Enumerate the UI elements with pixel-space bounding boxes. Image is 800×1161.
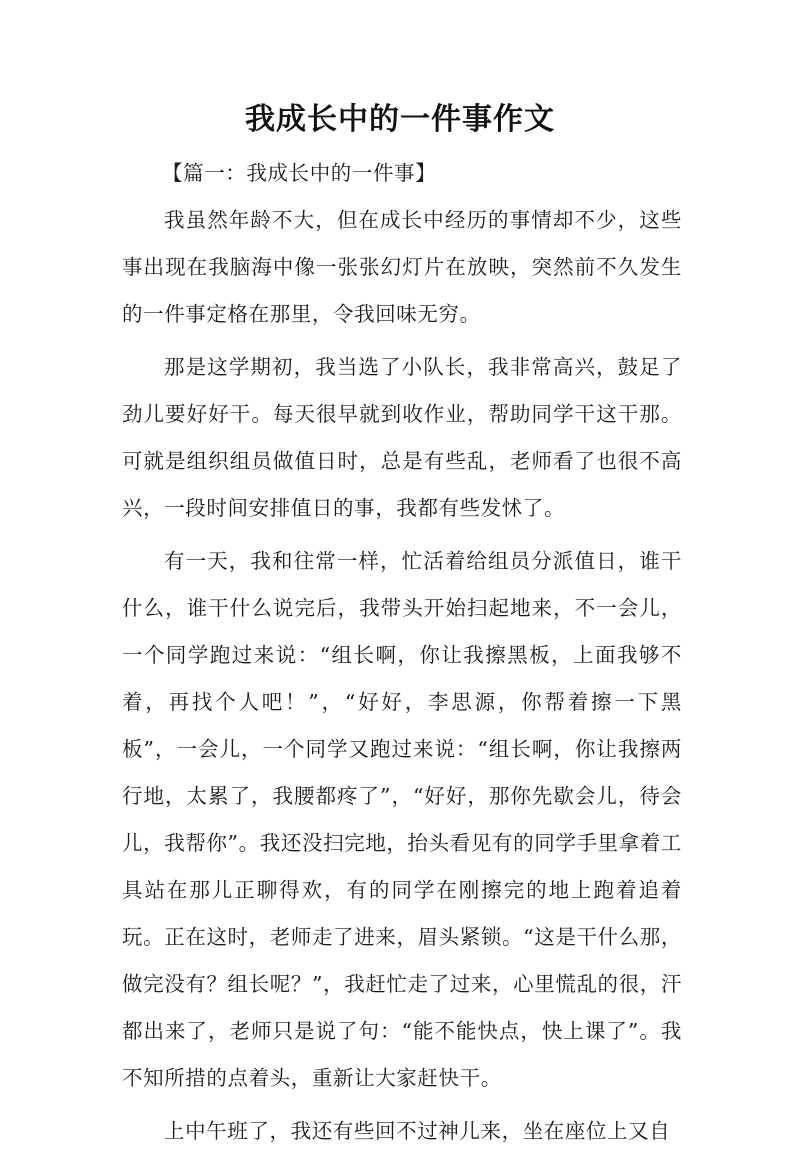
document-body xyxy=(122,150,682,1161)
section-heading: 【篇一：我成长中的一件事】 xyxy=(162,161,437,185)
paragraph-2: 那是这学期初，我当选了小队长，我非常高兴，鼓足了劲儿要好好干。每天很早就到收作业，帮助同学干这干那。可就是组织组员做值日时，总是有些乱，老师看了也很不高兴，一段时间安排值日的事，我都有些发怵了。 xyxy=(122,355,682,520)
paragraph-3: 有一天，我和往常一样，忙活着给组员分派值日，谁干什么，谁干什么说完后，我带头开始扫起地来，不一会儿，一个同学跑过来说：“组长啊，你让我擦黑板，上面我够不着，再找个人吧！”，“好好，李思源，你帮着擦一下黑板”，一会儿，一个同学又跑过来说：“组长啊，你让我擦两行地，太累了，我腰都疼了”，“好好，那你先歇会儿，待会儿，我帮你”。我还没扫完地，抬头看见有的同学手里拿着工具站在那儿正聊得欢，有的同学在刚擦完的地上跑着追着玩。正在这时，老师走了进来，眉头紧锁。“这是干什么那，做完没有？组长呢？”，我赶忙走了过来，心里慌乱的很，汗都出来了，老师只是说了句：“能不能快点，快上课了”。我不知所措的点着头，重新让大家赶快干。 xyxy=(122,549,682,1090)
paragraph-1: 我虽然年龄不大，但在成长中经历的事情却不少，这些事出现在我脑海中像一张张幻灯片在放映，突然前不久发生的一件事定格在那里，令我回味无穷。 xyxy=(122,208,682,326)
document-title: 我成长中的一件事作文 xyxy=(245,102,555,137)
paragraph-4: 上中午班了，我还有些回不过神儿来，坐在座位上又自 xyxy=(164,1119,671,1143)
